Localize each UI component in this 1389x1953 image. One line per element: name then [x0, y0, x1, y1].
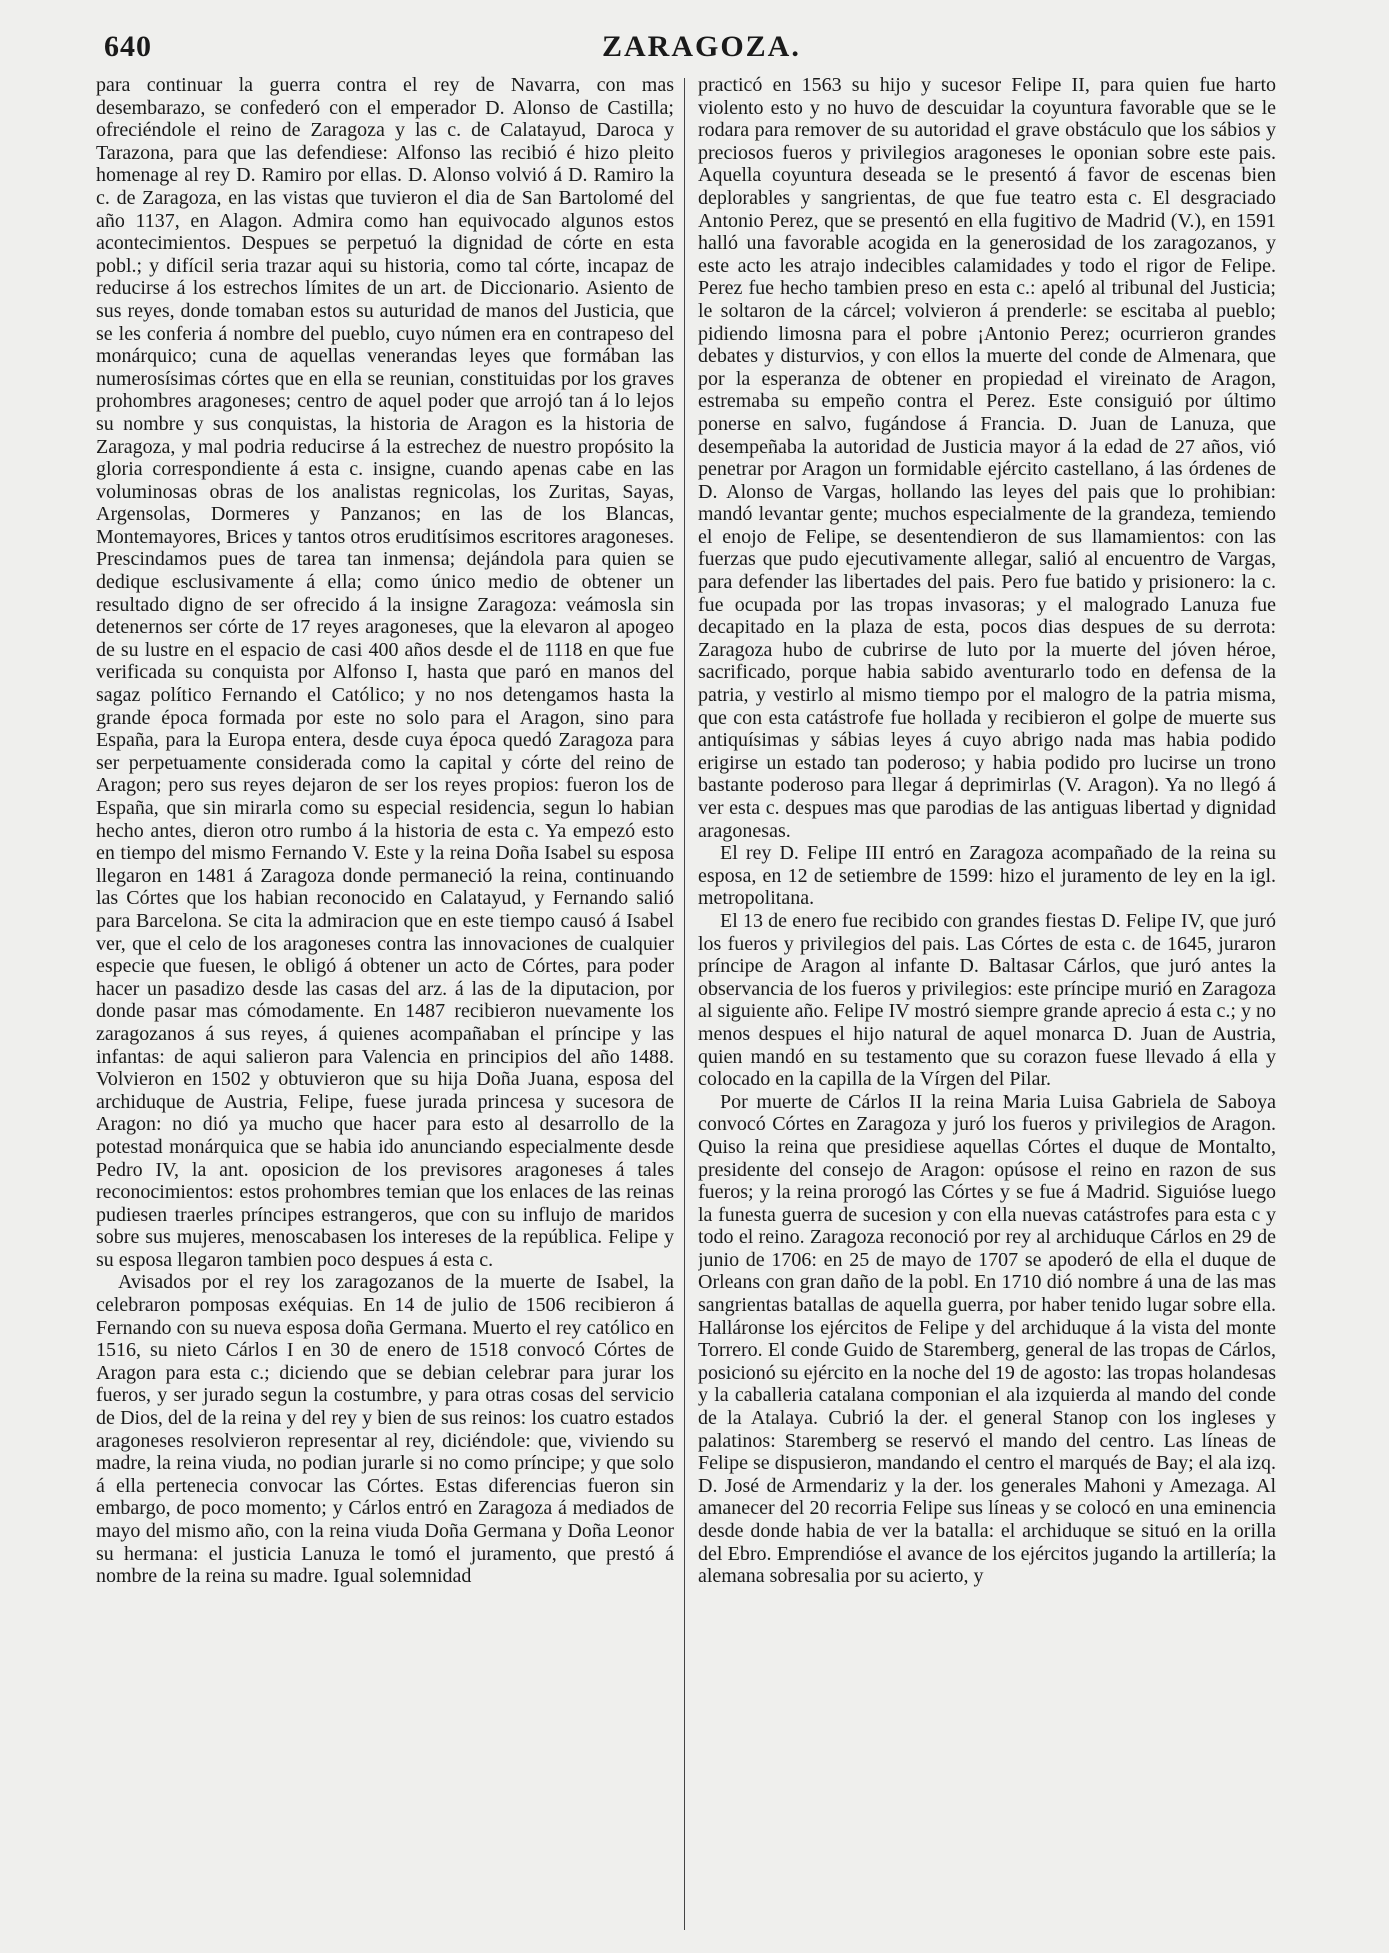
right-paragraph-1: practicó en 1563 su hijo y sucesor Felipe II, para quien fue harto violento esto y no huvo de descuidar la coyuntura favorable que se le rodara para remover de su autoridad el grave obstáculo que los sábios y preciosos fueros y privilegios aragoneses le oponian sobre este pais. Aquella coyuntura deseada se le presentó á favor de escenas bien deplorables y sangrientas, de que fue teatro esta c. El desgraciado Antonio Perez, que se presentó en ella fugitivo de Madrid (V.), en 1591 halló una favorable acogida en la generosidad de los zaragozanos, y este acto les atrajo indecibles calamidades y todo el rigor de Felipe. Perez fue hecho tambien preso en esta c.: apeló al tribunal del Justicia; le soltaron de la cárcel; volvieron á prenderle: se escitaba al pueblo; pidiendo limosna para el pobre ¡Antonio Perez; ocurrieron grandes debates y disturvios, y con ellos la muerte del conde de Almenara, que por la esperanza de obtener en propiedad el vireinato de Aragon, estremaba su empeño contra el Perez. Este consiguió por último ponerse en salvo, fugándose á Francia. D. Juan de Lanuza, que desempeñaba la autoridad de Justicia mayor á la edad de 27 años, vió penetrar por Aragon un formidable ejército castellano, á las órdenes de D. Alonso de Vargas, hollando las leyes del pais que lo prohibian: mandó levantar gente; muchos especialmente de la grandeza, temiendo el enojo de Felipe, se desentendieron de sus llamamientos: con las fuerzas que pudo ejecutivamente allegar, salió al encuentro de Vargas, para defender las libertades del pais. Pero fue batido y prisionero: la c. fue ocupada por las tropas invasoras; y el malogrado Lanuza fue decapitado en la plaza de esta, pocos dias despues de su derrota: Zaragoza hubo de cubrirse de luto por la muerte del jóven héroe, sacrificado, porque habia sabido aventurarlo todo en defensa de la patria, y vestirlo al mismo tiempo por el malogro de la patria misma, que con esta catástrofe fue hollada y recibieron el golpe de muerte sus antiquísimas y sábias leyes á cuyo abrigo nada mas habia podido erigirse un estado tan poderoso; y habia podido pro lucirse un trono bastante poderoso para llegar á deprimirlas (V. Aragon). Ya no llegó á ver esta c. despues mas que parodias de las antiguas libertad y dignidad aragonesas.	[698, 74, 1276, 842]
left-paragraph-1: para continuar la guerra contra el rey de Navarra, con mas desembarazo, se confederó con el emperador D. Alonso de Castilla; ofreciéndole el reino de Zaragoza y las c. de Calatayud, Daroca y Tarazona, para que las defendiese: Alfonso las recibió é hizo pleito homenage al rey D. Ramiro por ellas. D. Alonso volvió á D. Ramiro la c. de Zaragoza, en las vistas que tuvieron el dia de San Bartolomé del año 1137, en Alagon. Admira como han equivocado algunos estos acontecimientos. Despues se perpetuó la dignidad de córte en esta pobl.; y difícil seria trazar aqui su historia, como tal córte, incapaz de reducirse á los estrechos límites de un art. de Diccionario. Asiento de sus reyes, donde tomaban estos su auturidad de manos del Justicia, que se les conferia á nombre del pueblo, cuyo númen era en contrapeso del monárquico; cuna de aquellas venerandas leyes que formában las numerosísimas córtes que en ella se reunian, constituidas por los graves prohombres aragoneses; centro de aquel poder que arrojó tan á lo lejos su nombre y sus conquistas, la historia de Aragon es la historia de Zaragoza, y mal podria reducirse á la estrechez de nuestro propósito la gloria correspondiente á esta c. insigne, cuando apenas cabe en las voluminosas obras de los analistas regnicolas, los Zuritas, Sayas, Argensolas, Dormeres y Panzanos; en las de los Blancas, Montemayores, Brices y tantos otros eruditísimos escritores aragoneses. Prescindamos pues de tarea tan inmensa; dejándola para quien se dedique esclusivamente á ella; como único medio de obtener un resultado digno de ser ofrecido á la insigne Zaragoza: veámosla sin detenernos ser córte de 17 reyes aragoneses, que la elevaron al apogeo de su lustre en el espacio de casi 400 años desde el de 1118 en que fue verificada su conquista por Alfonso I, hasta que paró en manos del sagaz político Fernando el Católico; y no nos detengamos hasta la grande época formada por este no solo para el Aragon, sino para España, para la Europa entera, desde cuya época quedó Zaragoza para ser perpetuamente considerada como la capital y córte del reino de Aragon; pero sus reyes dejaron de ser los reyes propios: fueron los de España, que sin mirarla como su especial residencia, segun lo habian hecho antes, dieron otro rumbo á la historia de esta c. Ya empezó esto en tiempo del mismo Fernando V. Este y la reina Doña Isabel su esposa llegaron en 1481 á Zaragoza donde permaneció la reina, continuando las Córtes que los habian reconocido en Calatayud, y Fernando salió para Barcelona. Se cita la admiracion que en este tiempo causó á Isabel ver, que el celo de los aragoneses contra las innovaciones de cualquier especie que fuesen, le obligó á obtener un acto de Córtes, para poder hacer un pasadizo desde las casas del arz. á las de la diputacion, por donde pasar mas cómodamente. En 1487 recibieron nuevamente los zaragozanos á sus reyes, á quienes acompañaban el príncipe y las infantas: de aqui salieron para Valencia en principios del año 1488. Volvieron en 1502 y obtuvieron que su hija Doña Juana, esposa del archiduque de Austria, Felipe, fuese jurada princesa y sucesora de Aragon: no dió ya mucho que hacer para esto al desarrollo de la potestad monárquica que se habia ido anunciando especialmente desde Pedro IV, la ant. oposicion de los previsores aragoneses á tales reconocimientos: estos prohombres temian que los enlaces de las reinas pudiesen traerles príncipes estrangeros, que con su influjo de maridos sobre sus mujeres, menoscabasen los intereses de la república. Felipe y su esposa llegaron tambien poco despues á esta c.	[96, 74, 674, 1271]
running-head: ZARAGOZA.	[602, 30, 801, 63]
right-paragraph-4: Por muerte de Cárlos II la reina Maria Luisa Gabriela de Saboya convocó Córtes en Zaragoza y juró los fueros y privilegios de Aragon. Quiso la reina que presidiese aquellas Córtes el duque de Montalto, presidente del consejo de Aragon: opúsose el reino en razon de sus fueros; y la reina prorogó las Córtes y se fue á Madrid. Siguióse luego la funesta guerra de sucesion y con ella nuevas catástrofes para esta c y todo el reino. Zaragoza reconoció por rey al archiduque Cárlos en 29 de junio de 1706: en 25 de mayo de 1707 se apoderó de ella el duque de Orleans con gran daño de la pobl. En 1710 dió nombre á una de las mas sangrientas batallas de aquella guerra, por haber tenido lugar sobre ella. Halláronse los ejércitos de Felipe y del archiduque á la vista del monte Torrero. El conde Guido de Staremberg, general de las tropas de Cárlos, posicionó su ejército en la noche del 19 de agosto: las tropas holandesas y la caballeria catalana componian el ala izquierda al mando del conde de la Atalaya. Cubrió la der. el general Stanop con los ingleses y palatinos: Staremberg se reservó el mando del centro. Las líneas de Felipe se dispusieron, mandando el centro el marqués de Bay; el ala izq. D. José de Armendariz y la der. los generales Mahoni y Amezaga. Al amanecer del 20 recorria Felipe sus líneas y se colocó en una eminencia desde donde habia de ver la batalla: el archiduque se situó en la orilla del Ebro. Emprendióse el avance de los ejércitos jugando la artillería; la alemana sobresalia por su acierto, y	[698, 1090, 1276, 1588]
right-paragraph-3: El 13 de enero fue recibido con grandes fiestas D. Felipe IV, que juró los fueros y privilegios del pais. Las Córtes de esta c. de 1645, juraron príncipe de Aragon al infante D. Baltasar Cárlos, que juró antes la observancia de los fueros y privilegios: este príncipe murió en Zaragoza al siguiente año. Felipe IV mostró siempre grande aprecio á esta c.; y no menos despues el hijo natural de aquel monarca D. Juan de Austria, quien mandó en su testamento que su corazon fuese llevado á ella y colocado en la capilla de la Vírgen del Pilar.	[698, 909, 1276, 1091]
page-number: 640	[104, 30, 152, 63]
left-column	[96, 74, 674, 1936]
left-paragraph-2: Avisados por el rey los zaragozanos de la muerte de Isabel, la celebraron pomposas exéquias. En 14 de julio de 1506 recibieron á Fernando con su nueva esposa doña Germana. Muerto el rey católico en 1516, su nieto Cárlos I en 30 de enero de 1518 convocó Córtes de Aragon para esta c.; diciendo que se debian celebrar para jurar los fueros, y ser jurado segun la costumbre, y para otras cosas del servicio de Dios, del de la reina y del rey y bien de sus reinos: los cuatro estados aragoneses resolvieron representar al rey, diciéndole: que, viviendo su madre, la reina viuda, no podian jurarle si no como príncipe; y que solo á ella pertenecia convocar las Córtes. Estas diferencias fueron sin embargo, de poco momento; y Cárlos entró en Zaragoza á mediados de mayo del mismo año, con la reina viuda Doña Germana y Doña Leonor su hermana: el justicia Lanuza le tomó el juramento, que prestó á nombre de la reina su madre. Igual solemnidad	[96, 1271, 674, 1588]
right-paragraph-2: El rey D. Felipe III entró en Zaragoza acompañado de la reina su esposa, en 12 de setiembre de 1599: hizo el juramento de ley en la igl. metropolitana.	[698, 842, 1276, 910]
right-column	[698, 74, 1276, 1936]
column-divider	[684, 78, 685, 1930]
